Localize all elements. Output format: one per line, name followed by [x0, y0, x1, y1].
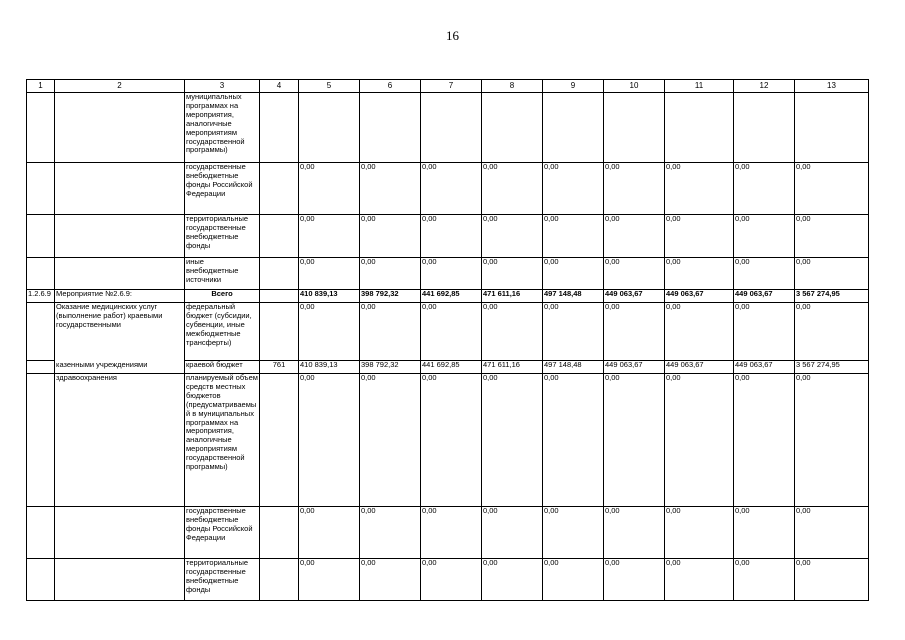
value-cell: 0,00: [299, 215, 360, 258]
value-cell: 0,00: [299, 374, 360, 507]
value-cell: 0,00: [734, 163, 795, 215]
cell: [27, 374, 55, 507]
header-cell: 11: [665, 80, 734, 93]
value-cell: 0,00: [543, 374, 604, 507]
cell: [260, 290, 299, 303]
cell: [27, 361, 55, 374]
value-cell: 0,00: [795, 559, 869, 601]
cell: [795, 93, 869, 163]
value-cell: 449 063,67: [665, 361, 734, 374]
value-cell: 0,00: [482, 215, 543, 258]
value-cell: 0,00: [360, 507, 421, 559]
code-cell: 761: [260, 361, 299, 374]
cell: [482, 93, 543, 163]
value-cell: 0,00: [795, 507, 869, 559]
table-row: [27, 361, 869, 374]
cell: [260, 258, 299, 290]
value-cell: 410 839,13: [299, 361, 360, 374]
header-cell: 6: [360, 80, 421, 93]
source-cell: краевой бюджет: [185, 361, 260, 374]
value-cell: 0,00: [360, 258, 421, 290]
value-cell: 471 611,16: [482, 290, 543, 303]
source-cell: территориальные государственные внебюджетные фонды: [185, 215, 260, 258]
table-row: [27, 374, 869, 507]
value-cell: 0,00: [421, 507, 482, 559]
value-cell: 0,00: [482, 303, 543, 361]
value-cell: 0,00: [299, 163, 360, 215]
value-cell: 497 148,48: [543, 361, 604, 374]
cell: [55, 93, 185, 163]
cell: [55, 258, 185, 290]
value-cell: 0,00: [543, 559, 604, 601]
cell: [260, 303, 299, 361]
cell: [27, 559, 55, 601]
cell: [55, 507, 185, 559]
table-row: [27, 163, 869, 215]
value-cell: 0,00: [604, 303, 665, 361]
value-cell: 449 063,67: [734, 361, 795, 374]
header-cell: 2: [55, 80, 185, 93]
cell: [260, 559, 299, 601]
header-cell: 8: [482, 80, 543, 93]
page-number: 16: [446, 28, 459, 43]
item-description: здравоохранения: [55, 374, 185, 507]
value-cell: 0,00: [421, 258, 482, 290]
header-cell: 3: [185, 80, 260, 93]
value-cell: 0,00: [665, 507, 734, 559]
cell: [27, 258, 55, 290]
cell: [55, 559, 185, 601]
budget-table: [26, 79, 869, 601]
value-cell: 0,00: [482, 163, 543, 215]
cell: [260, 374, 299, 507]
value-cell: 3 567 274,95: [795, 361, 869, 374]
header-cell: 9: [543, 80, 604, 93]
value-cell: 3 567 274,95: [795, 290, 869, 303]
header-cell: 7: [421, 80, 482, 93]
value-cell: 0,00: [360, 303, 421, 361]
value-cell: 0,00: [360, 215, 421, 258]
table-row: [27, 559, 869, 601]
header-cell: 10: [604, 80, 665, 93]
source-cell: государственные внебюджетные фонды Российской Федерации: [185, 163, 260, 215]
cell: [55, 215, 185, 258]
value-cell: 0,00: [543, 507, 604, 559]
value-cell: 0,00: [421, 215, 482, 258]
value-cell: 0,00: [543, 163, 604, 215]
value-cell: 0,00: [734, 507, 795, 559]
source-cell: Всего: [185, 290, 260, 303]
table-row: [27, 303, 869, 361]
value-cell: 0,00: [795, 258, 869, 290]
value-cell: 0,00: [665, 559, 734, 601]
cell: [260, 93, 299, 163]
header-cell: 13: [795, 80, 869, 93]
value-cell: 0,00: [299, 303, 360, 361]
value-cell: 449 063,67: [665, 290, 734, 303]
value-cell: 0,00: [604, 374, 665, 507]
source-cell: иные внебюджетные источники: [185, 258, 260, 290]
value-cell: 449 063,67: [604, 290, 665, 303]
value-cell: 449 063,67: [734, 290, 795, 303]
value-cell: 0,00: [734, 559, 795, 601]
value-cell: 0,00: [604, 507, 665, 559]
value-cell: 0,00: [665, 163, 734, 215]
value-cell: 398 792,32: [360, 290, 421, 303]
cell: [27, 93, 55, 163]
value-cell: 0,00: [482, 559, 543, 601]
total-row: [27, 290, 869, 303]
value-cell: 0,00: [421, 374, 482, 507]
source-cell: территориальные государственные внебюджетные фонды: [185, 559, 260, 601]
header-cell: 12: [734, 80, 795, 93]
value-cell: 0,00: [421, 303, 482, 361]
cell: [299, 93, 360, 163]
cell: [55, 163, 185, 215]
item-description-cont: казенными учреждениями: [55, 361, 185, 374]
value-cell: 398 792,32: [360, 361, 421, 374]
value-cell: 0,00: [734, 374, 795, 507]
value-cell: 0,00: [299, 559, 360, 601]
source-cell: муниципальных программах на мероприятия, аналогичные мероприятиям государственной программы): [185, 93, 260, 163]
source-cell: государственные внебюджетные фонды Российской Федерации: [185, 507, 260, 559]
value-cell: 449 063,67: [604, 361, 665, 374]
source-cell: планируемый объем средств местных бюджетов (предусматриваемый в муниципальных программах на мероприятия, аналогичные мероприятиям государственной программы): [185, 374, 260, 507]
cell: [734, 93, 795, 163]
cell: [27, 303, 55, 361]
cell: [360, 93, 421, 163]
value-cell: 0,00: [543, 215, 604, 258]
value-cell: 0,00: [795, 163, 869, 215]
header-cell: 5: [299, 80, 360, 93]
table-row: [27, 258, 869, 290]
value-cell: 0,00: [482, 374, 543, 507]
cell: [27, 215, 55, 258]
header-cell: 4: [260, 80, 299, 93]
value-cell: 0,00: [604, 559, 665, 601]
value-cell: 0,00: [360, 374, 421, 507]
cell: [604, 93, 665, 163]
value-cell: 471 611,16: [482, 361, 543, 374]
value-cell: 0,00: [604, 215, 665, 258]
value-cell: 0,00: [482, 507, 543, 559]
item-number: 1.2.6.9: [27, 290, 55, 303]
cell: [260, 163, 299, 215]
header-cell: 1: [27, 80, 55, 93]
item-title: Мероприятие №2.6.9:: [55, 290, 185, 303]
value-cell: 0,00: [734, 303, 795, 361]
value-cell: 0,00: [299, 507, 360, 559]
value-cell: 0,00: [795, 215, 869, 258]
value-cell: 497 148,48: [543, 290, 604, 303]
table-row: [27, 507, 869, 559]
value-cell: 0,00: [734, 215, 795, 258]
value-cell: 0,00: [482, 258, 543, 290]
value-cell: 0,00: [360, 163, 421, 215]
cell: [421, 93, 482, 163]
cell: [543, 93, 604, 163]
source-cell: федеральный бюджет (субсидии, субвенции, иные межбюджетные трансферты): [185, 303, 260, 361]
value-cell: 0,00: [734, 258, 795, 290]
table-row: [27, 93, 869, 163]
cell: [27, 507, 55, 559]
value-cell: 0,00: [665, 303, 734, 361]
cell: [665, 93, 734, 163]
value-cell: 441 692,85: [421, 361, 482, 374]
value-cell: 0,00: [665, 258, 734, 290]
cell: [260, 507, 299, 559]
value-cell: 0,00: [421, 559, 482, 601]
value-cell: 410 839,13: [299, 290, 360, 303]
value-cell: 0,00: [795, 374, 869, 507]
value-cell: 0,00: [543, 258, 604, 290]
header-row: [27, 80, 869, 93]
cell: [27, 163, 55, 215]
value-cell: 0,00: [604, 258, 665, 290]
value-cell: 0,00: [665, 215, 734, 258]
value-cell: 0,00: [665, 374, 734, 507]
value-cell: 0,00: [360, 559, 421, 601]
value-cell: 0,00: [299, 258, 360, 290]
value-cell: 0,00: [604, 163, 665, 215]
value-cell: 0,00: [421, 163, 482, 215]
cell: [260, 215, 299, 258]
value-cell: 0,00: [795, 303, 869, 361]
item-description: Оказание медицинских услуг (выполнение работ) краевыми государственными: [55, 303, 185, 361]
value-cell: 0,00: [543, 303, 604, 361]
table-row: [27, 215, 869, 258]
value-cell: 441 692,85: [421, 290, 482, 303]
